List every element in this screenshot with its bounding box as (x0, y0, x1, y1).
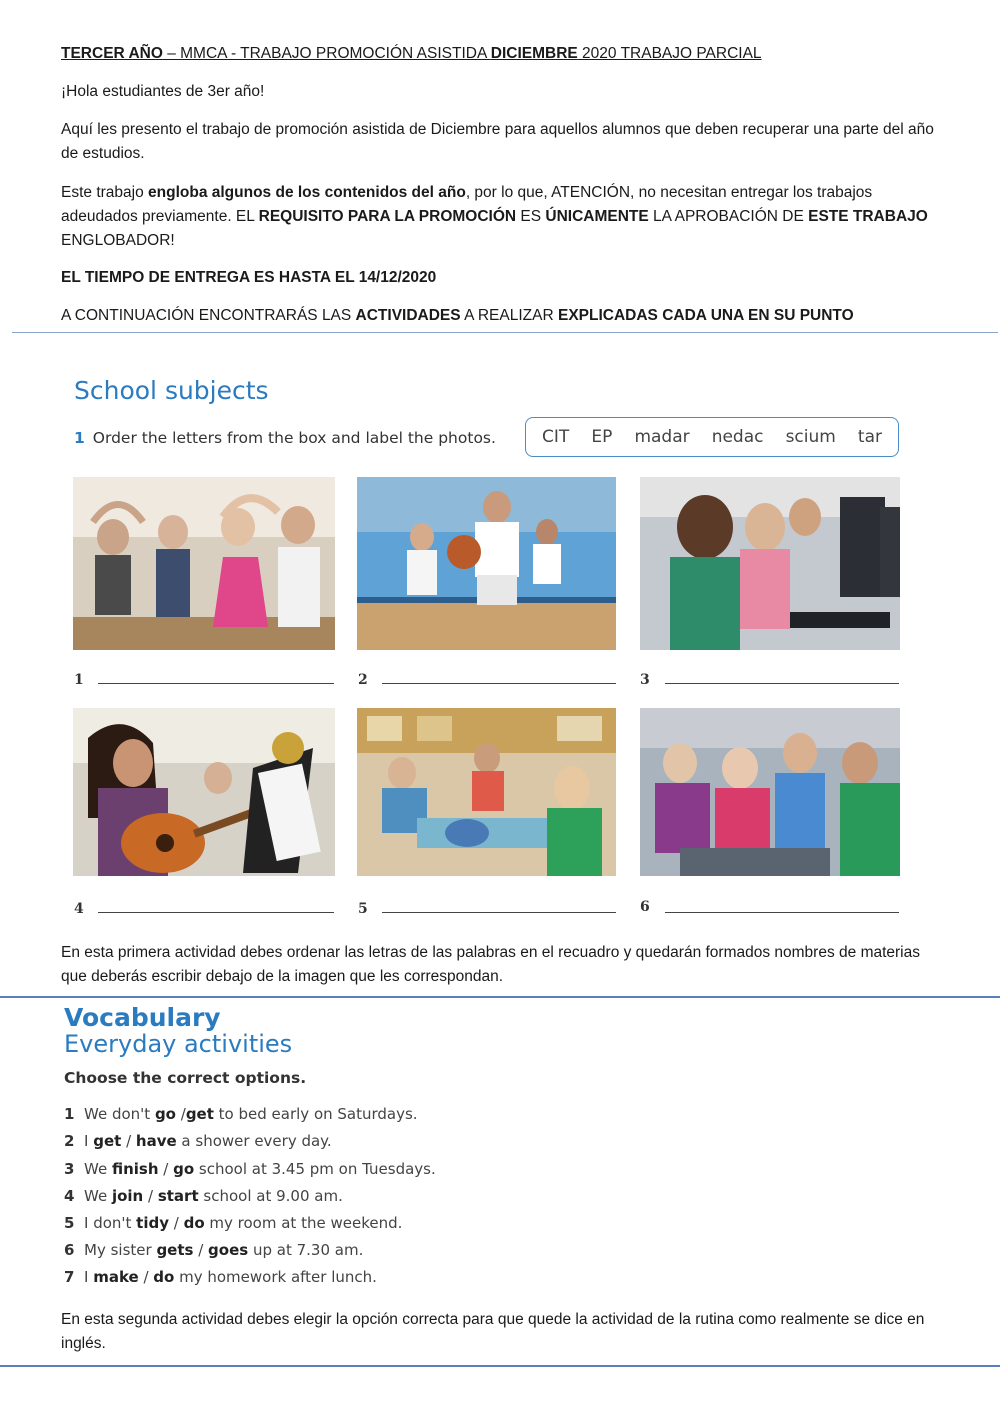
activity-1-explanation: En esta primera actividad debes ordenar las letras de las palabras en el recuadro y quedarán formados nombres de materias que deberás escribir debajo de la imagen que les correspondan. (61, 944, 921, 985)
option-b[interactable]: do (153, 1268, 175, 1286)
option-b[interactable]: get (185, 1105, 214, 1123)
photo-music (73, 708, 335, 876)
scrambled-word: CIT (542, 427, 570, 447)
photo-art (357, 708, 616, 876)
option-a[interactable]: gets (156, 1241, 194, 1259)
deadline: EL TIEMPO DE ENTREGA ES HASTA EL 14/12/2020 (61, 269, 437, 286)
vocab-item: 7 I make / do my homework after lunch. (64, 1268, 377, 1286)
intro-paragraph: Aquí les presento el trabajo de promoción asistida de Diciembre para aquellos alumnos que deben recuperar una parte del año de estudios. (61, 121, 934, 162)
section-divider (0, 1365, 1000, 1367)
option-a[interactable]: finish (111, 1160, 159, 1178)
photo-number: 1 (74, 672, 84, 688)
everyday-activities-heading: Everyday activities (64, 1030, 293, 1058)
vocab-item: 6 My sister gets / goes up at 7.30 am. (64, 1241, 364, 1259)
section-divider (0, 996, 1000, 998)
scrambled-word: scium (785, 427, 836, 447)
vocab-item: 4 We join / start school at 9.00 am. (64, 1187, 343, 1205)
option-a[interactable]: go (154, 1105, 176, 1123)
photo-number: 2 (358, 672, 368, 688)
answer-line[interactable] (382, 912, 616, 913)
option-b[interactable]: start (157, 1187, 199, 1205)
continue-note: A CONTINUACIÓN ENCONTRARÁS LAS ACTIVIDADES A REALIZAR EXPLICADAS CADA UNA EN SU PUNTO (61, 307, 854, 324)
scrambled-word: nedac (711, 427, 764, 447)
scrambled-word: madar (634, 427, 690, 447)
option-a[interactable]: make (93, 1268, 139, 1286)
vocab-item: 3 We finish / go school at 3.45 pm on Tuesdays. (64, 1160, 436, 1178)
answer-line[interactable] (665, 683, 899, 684)
greeting: ¡Hola estudiantes de 3er año! (61, 83, 265, 100)
photo-number: 6 (640, 899, 650, 915)
option-a[interactable]: join (111, 1187, 144, 1205)
photo-number: 4 (74, 901, 84, 917)
scope-paragraph: Este trabajo engloba algunos de los contenidos del año, por lo que, ATENCIÓN, no necesitan entregar los trabajos adeudados previamente. EL REQUISITO PARA LA PROMOCIÓN ES ÚNICAMENTE LA APROBACIÓN DE ESTE TRABAJO ENGLOBADOR! (61, 184, 928, 249)
option-b[interactable]: goes (208, 1241, 249, 1259)
school-subjects-heading: School subjects (74, 376, 269, 405)
option-b[interactable]: go (173, 1160, 195, 1178)
answer-line[interactable] (382, 683, 616, 684)
photo-dance (73, 477, 335, 650)
option-b[interactable]: do (183, 1214, 205, 1232)
divider (12, 332, 998, 333)
document-title: TERCER AÑO – MMCA - TRABAJO PROMOCIÓN ASISTIDA DICIEMBRE 2020 TRABAJO PARCIAL (61, 45, 762, 62)
word-box (525, 417, 899, 457)
answer-line[interactable] (98, 683, 334, 684)
option-a[interactable]: tidy (136, 1214, 169, 1232)
photo-number: 3 (640, 672, 650, 688)
photo-science (640, 708, 900, 876)
vocab-item: 5 I don't tidy / do my room at the weekend. (64, 1214, 403, 1232)
vocab-item: 2 I get / have a shower every day. (64, 1132, 332, 1150)
activity-2-explanation: En esta segunda actividad debes elegir la opción correcta para que quede la actividad de la rutina como realmente se dice en inglés. (61, 1311, 925, 1352)
answer-line[interactable] (665, 912, 899, 913)
exercise-1-instruction: 1 Order the letters from the box and label the photos. (74, 429, 496, 447)
option-a[interactable]: get (93, 1132, 122, 1150)
vocabulary-heading: Vocabulary (64, 1003, 221, 1032)
answer-line[interactable] (98, 912, 334, 913)
option-b[interactable]: have (135, 1132, 177, 1150)
photo-basketball (357, 477, 616, 650)
vocab-item: 1 We don't go /get to bed early on Saturdays. (64, 1105, 418, 1123)
scrambled-word: tar (857, 427, 882, 447)
photo-computers (640, 477, 900, 650)
exercise-2-instruction: Choose the correct options. (64, 1069, 307, 1087)
photo-number: 5 (358, 901, 368, 917)
scrambled-word: EP (591, 427, 613, 447)
